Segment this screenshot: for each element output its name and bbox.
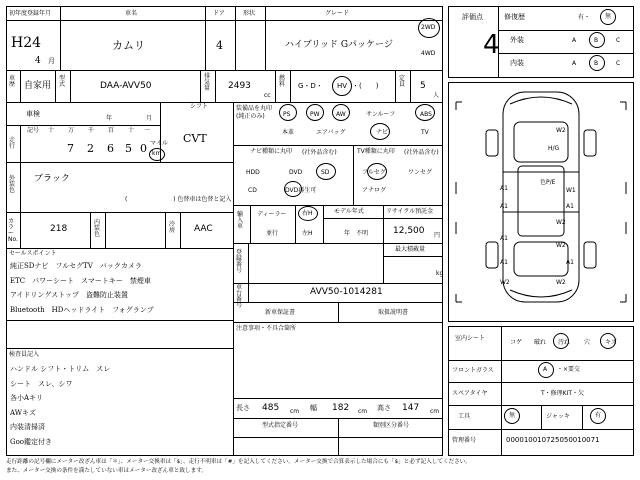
seat-item: 穴 xyxy=(584,339,591,346)
rear-left-wheel xyxy=(486,242,498,268)
inspector-line: Goo鑑定付き xyxy=(10,437,53,446)
purpose-value: 自家用 xyxy=(24,81,52,91)
frame-number-label: 車台番号 xyxy=(236,284,243,309)
grade-letter: A xyxy=(572,60,577,67)
damage-mark: W2 xyxy=(556,219,566,226)
mileage-digit: 5 xyxy=(125,142,132,155)
repair-none: 無 xyxy=(605,13,612,20)
interior-b-circle xyxy=(589,55,605,71)
jack-label: ジャッキ xyxy=(546,413,570,420)
doors-label: ドア xyxy=(213,10,225,17)
car-name-label: 車名 xyxy=(125,10,138,17)
model-year-value: 年 不明 xyxy=(344,230,369,237)
fuel-label: 燃料 xyxy=(279,75,286,88)
damage-mark: A1 xyxy=(500,235,508,242)
spare-label: スペアタイヤ xyxy=(452,390,488,397)
capacity-unit: 人 xyxy=(433,92,440,99)
inspector-label: 検査員記入 xyxy=(9,351,40,358)
class-number-label: 類別区分番号 xyxy=(373,422,410,429)
grade-value: ハイブリッド Gパッケージ xyxy=(285,40,393,50)
damage-mark: A1 xyxy=(500,185,508,192)
color-note: ( ) 色替車は色替と記入 xyxy=(125,196,232,203)
jack-value: 有 xyxy=(595,412,602,419)
equipment-item: AW xyxy=(336,111,346,118)
navi-item: HDD xyxy=(246,169,260,176)
import-dealer: ディーラー xyxy=(257,211,287,218)
glass-label: フロントガラス xyxy=(452,367,494,374)
grade-label: グレード xyxy=(325,10,350,17)
model-label: 型式 xyxy=(59,75,66,88)
model-value: DAA-AVV50 xyxy=(100,81,152,91)
inspector-line: 内装清掃済 xyxy=(10,423,45,431)
exterior-label: 外装 xyxy=(510,36,524,44)
mileage-digit: 6 xyxy=(107,142,114,155)
navi-item: DVD再生可 xyxy=(285,187,317,194)
fuel-options: G・D・ xyxy=(298,82,323,90)
equipment-abs-circle xyxy=(415,104,435,121)
inspector-line: AWキズ xyxy=(10,408,36,417)
mile-unit: マイル xyxy=(150,140,168,147)
mileage-unit-label: 記号 xyxy=(27,127,40,134)
height-value: 147 xyxy=(402,403,420,413)
reg-number-label: 登録番号 xyxy=(236,249,243,274)
drive-2wd: 2WD xyxy=(421,24,436,31)
mgmt-value: 000010010725050010071 xyxy=(506,436,600,444)
shape-label: 形状 xyxy=(243,10,256,17)
inspector-line: 各小Aキリ xyxy=(10,394,44,402)
equipment-item: ナビ xyxy=(376,129,389,136)
equipment-item: サンルーフ xyxy=(366,111,396,118)
type-number-label: 型式指定番号 xyxy=(262,422,299,429)
equipment-pw-circle xyxy=(306,104,324,121)
inspector-line: ハンドル シフト・トリム スレ xyxy=(10,365,111,373)
seat-dirt-circle xyxy=(553,333,569,349)
tv-item: アナログ xyxy=(362,187,387,194)
equipment-label: 装備品を丸印 xyxy=(236,105,273,112)
first-reg-label: 初年度登録年月 xyxy=(9,10,52,17)
grade-letter: C xyxy=(616,37,621,44)
footer-note-1: 走行距離の記号欄にメーター改ざん車は「＊」、メーター交換車は「$」、走行不明車は「#」を記入してください。メーター交換で合算表示した場合にも「$」と必ず記入してください。 xyxy=(6,459,471,465)
side-brackets xyxy=(456,179,626,234)
recycle-yen: 円 xyxy=(434,232,441,239)
mileage-unit-label: 千 xyxy=(88,127,95,134)
interior-color-label: 内装色 xyxy=(94,219,101,238)
equipment-ps-circle xyxy=(279,104,297,121)
damage-mark: A1 xyxy=(500,259,508,266)
seat-scratch-circle xyxy=(600,333,616,349)
car-damage-diagram xyxy=(448,82,634,322)
damage-mark: H/G xyxy=(548,145,560,152)
seat-label: 室内シート xyxy=(455,335,486,342)
tv-item: ワンセグ xyxy=(408,169,433,176)
ac-label: 冷房 xyxy=(169,221,176,234)
mileage-digit: 2 xyxy=(87,142,94,155)
seat-item: コゲ xyxy=(510,339,523,346)
car-name: カムリ xyxy=(112,39,145,52)
mgmt-label: 管理番号 xyxy=(452,437,477,444)
drive-4wd: 4WD xyxy=(421,50,436,57)
navi-item: CD xyxy=(248,187,257,194)
mileage-digit: 0 xyxy=(140,142,147,155)
color-value: ブラック xyxy=(34,174,70,184)
damage-mark: W2 xyxy=(556,127,566,134)
mileage-unit-label: 万 xyxy=(68,127,75,134)
grade-letter: A xyxy=(572,37,577,44)
score-label: 評価点 xyxy=(462,13,483,21)
interior-label: 内装 xyxy=(510,59,524,67)
inspection-label: 車検 xyxy=(26,110,40,118)
width-unit: cm xyxy=(358,408,368,415)
displacement-label: 排気量 xyxy=(204,73,211,92)
glass-text: ・×要交 xyxy=(557,366,581,373)
inspection-month-label: 月 xyxy=(146,115,153,122)
score-value: 4 xyxy=(483,30,500,60)
fuel-other: ・( ) xyxy=(352,82,379,90)
equipment-aw-circle xyxy=(332,104,350,121)
caution-label: 注意事項・不具合箇所 xyxy=(236,325,297,332)
recycle-value: 12,500 xyxy=(393,226,425,236)
grade-letter: C xyxy=(616,60,621,67)
km-unit: km xyxy=(152,150,162,157)
import-label: 輸入車 xyxy=(237,211,244,230)
equipment-item: TV xyxy=(421,129,429,136)
shift-label: シフト xyxy=(190,103,209,110)
width-label: 幅 xyxy=(310,404,317,412)
repair-options: 有・ xyxy=(578,14,591,21)
fuel-hv: HV xyxy=(337,82,348,90)
mileage-unit-label: 十 xyxy=(128,127,135,134)
displacement-value: 2493 xyxy=(228,81,251,91)
seat-item: 破れ xyxy=(534,339,547,346)
purpose-label: 車歴 xyxy=(9,75,16,88)
tools-value: 無 xyxy=(509,412,516,419)
damage-mark: W2 xyxy=(556,242,566,249)
damage-mark: 色P/E xyxy=(540,179,556,186)
mileage-unit-label: 十 xyxy=(48,127,55,134)
length-unit: cm xyxy=(290,408,300,415)
navi-dvd-play-circle xyxy=(284,181,302,197)
tv-item: フルセグ xyxy=(362,169,386,176)
doors-value: 4 xyxy=(216,39,223,52)
manual-label: 取扱説明書 xyxy=(378,309,409,316)
max-load-label: 最大積載量 xyxy=(395,246,426,253)
width-value: 182 xyxy=(332,403,350,413)
tools-label: 工具 xyxy=(458,413,471,420)
navi-type-sub: (社外品含む) xyxy=(302,149,337,156)
mileage-unit-label: 百 xyxy=(108,127,115,134)
length-label: 長さ xyxy=(236,404,250,412)
capacity-value: 5 xyxy=(420,81,426,91)
import-right: 右H xyxy=(302,210,313,217)
shift-value: CVT xyxy=(183,132,207,145)
max-load-unit: kg xyxy=(436,270,444,277)
navi-type-label: ナビ種類に丸印 xyxy=(250,148,293,155)
month-unit: 月 xyxy=(48,57,55,65)
tv-type-sub: (社外品含む) xyxy=(404,149,439,156)
first-reg-value: H24 xyxy=(11,35,42,51)
capacity-label: 定員 xyxy=(399,75,406,88)
cc-unit: cc xyxy=(264,92,271,99)
grade-letter: B xyxy=(594,37,599,44)
sales-points-label: セールスポイント xyxy=(9,250,57,257)
new-warranty-label: 新車保証書 xyxy=(265,309,296,316)
mileage-digit: 7 xyxy=(67,142,74,155)
color-label: 外装色 xyxy=(9,175,16,194)
main-form-frame xyxy=(6,6,443,456)
equipment-item: PW xyxy=(310,111,320,118)
equipment-navi-circle xyxy=(370,123,390,140)
sales-point-line: アイドリングストップ 盗難防止装置 xyxy=(10,291,128,299)
equipment-sub: (純正のみ) xyxy=(236,113,265,120)
sales-point-line: Bluetooth HDヘッドライト フォグランプ xyxy=(10,305,154,314)
front-left-wheel xyxy=(486,130,498,156)
seat-item: キズ xyxy=(605,339,617,346)
damage-mark: A1 xyxy=(566,259,574,266)
navi-item: DVD xyxy=(289,169,303,176)
height-label: 高さ xyxy=(377,404,391,412)
equipment-item: 本革 xyxy=(282,129,295,136)
damage-mark: W1 xyxy=(566,187,576,194)
front-bumper-line xyxy=(510,97,572,104)
damage-mark: W2 xyxy=(556,279,566,286)
color-no-value: 218 xyxy=(50,224,68,234)
first-reg-month: 4 xyxy=(35,56,41,66)
import-left: 左H xyxy=(302,230,313,237)
equipment-item: エアバッグ xyxy=(316,129,346,136)
rear-bumper-line xyxy=(510,290,572,297)
sales-point-line: 純正SDナビ フルセグTV バックカメラ xyxy=(10,262,142,270)
color-no-label: カラーNo. xyxy=(8,218,18,243)
seat-item: 汚れ xyxy=(558,339,571,346)
corner-brackets xyxy=(456,102,626,302)
spare-text: T・修理KIT・欠 xyxy=(541,390,585,397)
equipment-item: PS xyxy=(283,111,291,118)
length-value: 485 xyxy=(262,403,280,413)
damage-mark: W2 xyxy=(500,279,510,286)
height-unit: cm xyxy=(430,408,440,415)
tv-fullseg-circle xyxy=(367,163,387,180)
front-right-wheel xyxy=(584,130,596,156)
damage-mark: A1 xyxy=(500,203,508,210)
equipment-item: ABS xyxy=(420,111,432,118)
sales-point-line: ETC パワーシート スマートキー 禁煙車 xyxy=(10,276,151,285)
mileage-unit-label: 一 xyxy=(144,127,151,134)
import-parallel: 並行 xyxy=(266,230,279,237)
frame-number-value: AVV50-1014281 xyxy=(310,287,383,297)
navi-item: SD xyxy=(321,169,330,176)
ac-value: AAC xyxy=(194,224,213,234)
exterior-b-circle xyxy=(589,32,605,48)
tv-type-label: TV種類に丸印 xyxy=(357,148,395,155)
footer-note-2: また、メーター交換の条件を満たしていない車はメーター改ざん車と致します。 xyxy=(6,468,207,474)
grade-letter: B xyxy=(594,60,599,67)
repair-label: 修復歴 xyxy=(504,13,525,21)
model-year-label: モデル年式 xyxy=(334,208,364,215)
inspection-year-label: 年 xyxy=(106,115,113,122)
inspector-line: シート スレ、シワ xyxy=(10,379,73,388)
glass-circled: A xyxy=(543,366,548,373)
mileage-label: 走行 xyxy=(9,137,16,150)
damage-mark: A1 xyxy=(566,203,574,210)
recycle-label: リサイクル預託金 xyxy=(386,208,434,215)
navi-sd-circle xyxy=(316,163,336,180)
rear-right-wheel xyxy=(584,242,596,268)
